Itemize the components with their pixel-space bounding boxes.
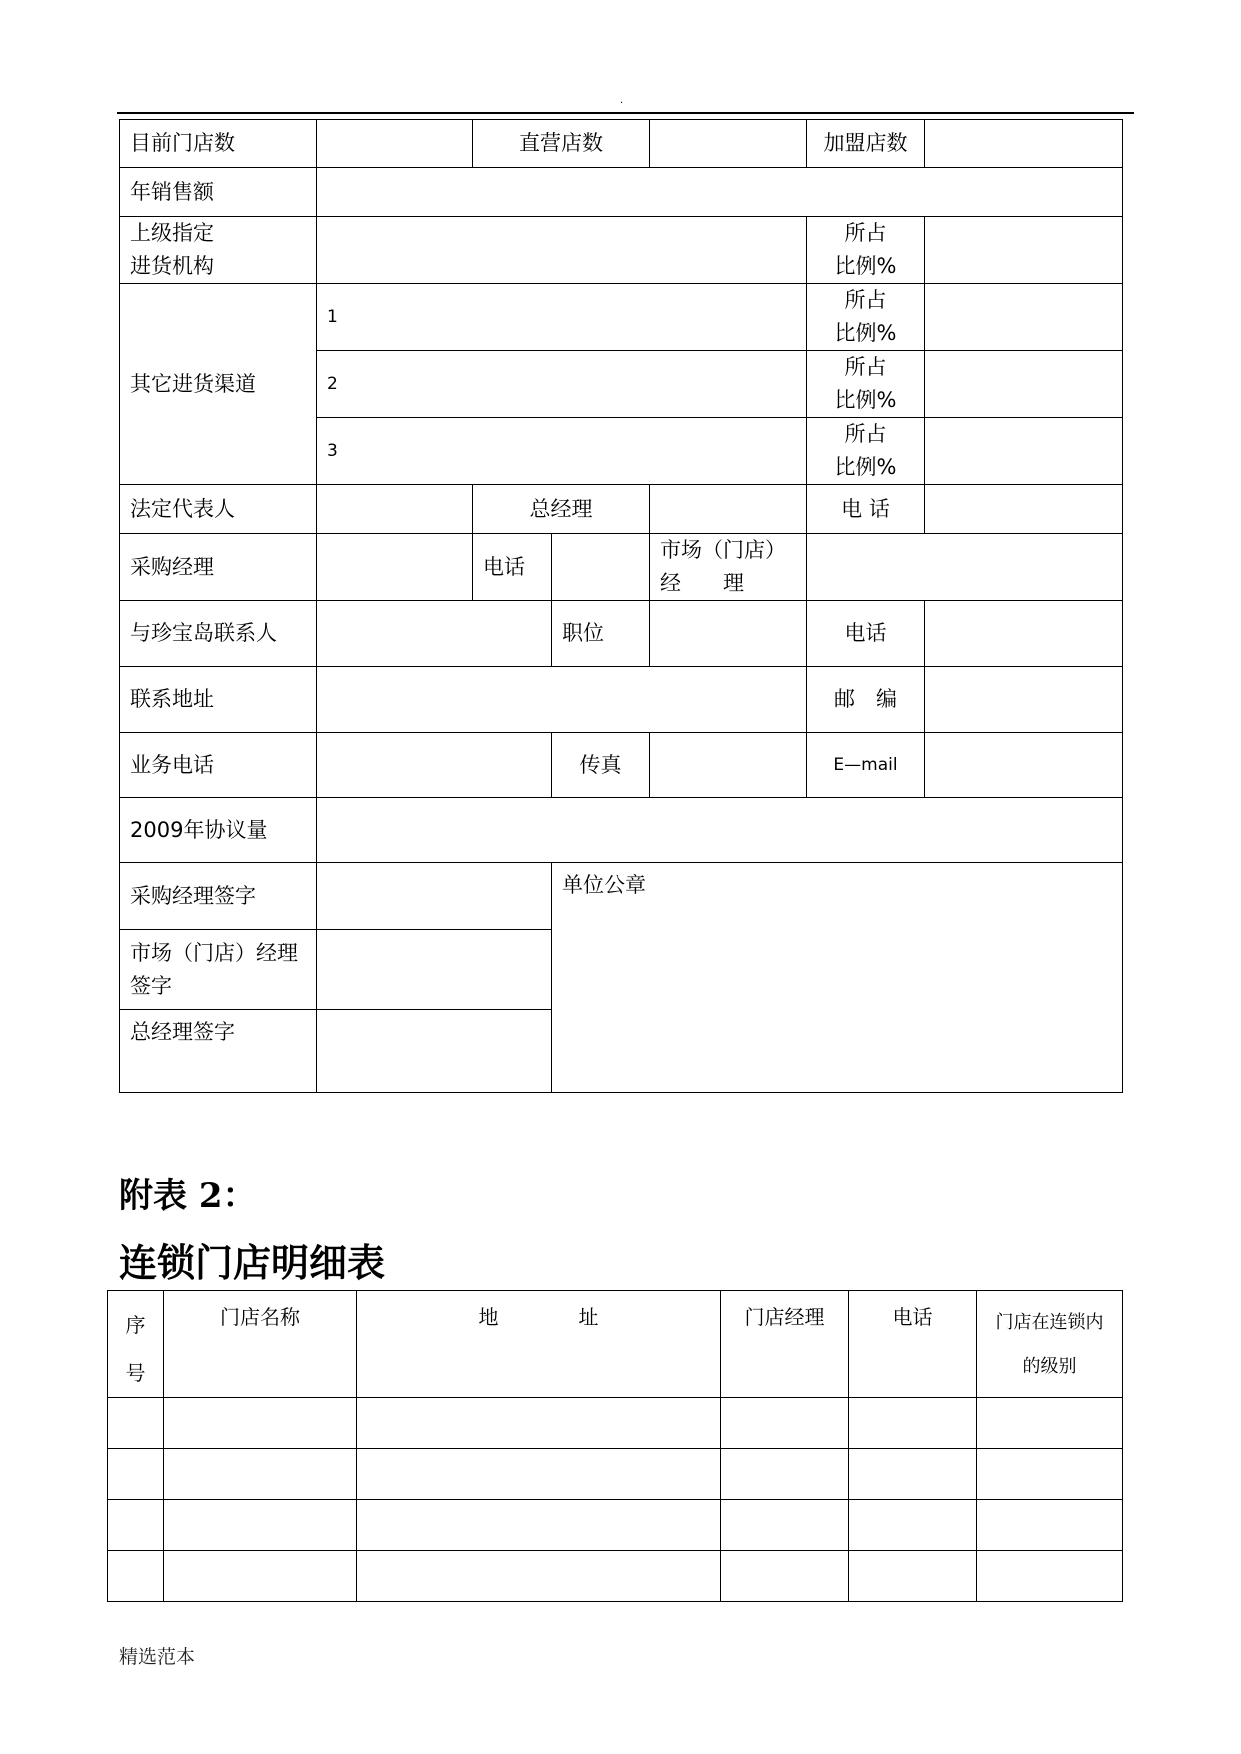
label-postcode: 邮 编: [807, 667, 925, 733]
label-fax: 传真: [552, 733, 650, 798]
label-ratio: [807, 418, 925, 485]
table-row: [108, 1398, 1123, 1449]
col-header-address: 地 址: [357, 1291, 721, 1398]
table-cell[interactable]: [849, 1500, 977, 1551]
col-header-store-name: 门店名称: [164, 1291, 357, 1398]
label-ratio-l2: 比例%: [834, 254, 897, 278]
table-row: [108, 1449, 1123, 1500]
input-designated-purchaser[interactable]: [317, 217, 807, 284]
label-purchase-manager-sign: 采购经理签字: [120, 863, 317, 930]
store-info-form: [119, 119, 1123, 1093]
table-cell[interactable]: [357, 1449, 721, 1500]
table-cell[interactable]: [108, 1500, 164, 1551]
label-ratio-l1: 所占: [844, 221, 887, 245]
table-cell[interactable]: [357, 1500, 721, 1551]
input-market-manager[interactable]: [807, 534, 1123, 601]
label-contact-address: 联系地址: [120, 667, 317, 733]
label-agreement-volume: 2009年协议量: [120, 798, 317, 863]
table-cell[interactable]: [977, 1551, 1123, 1602]
input-legal-rep[interactable]: [317, 485, 473, 534]
col-header-no-l2: 号: [125, 1361, 146, 1385]
appendix-label: 附表 2：: [119, 1176, 257, 1216]
label-designated-purchaser-l2: 进货机构: [130, 254, 214, 278]
table-cell[interactable]: [849, 1398, 977, 1449]
input-ratio-designated[interactable]: [925, 217, 1123, 284]
label-market-manager-l2: 经 理: [660, 571, 744, 595]
label-purchase-manager: 采购经理: [120, 534, 317, 601]
table-cell[interactable]: [721, 1551, 849, 1602]
input-business-phone[interactable]: [317, 733, 552, 798]
input-current-stores[interactable]: [317, 120, 473, 168]
label-legal-rep: 法定代表人: [120, 485, 317, 534]
col-header-phone: 电话: [849, 1291, 977, 1398]
label-position: 职位: [552, 601, 650, 667]
store-detail-table: [107, 1290, 1123, 1602]
table-cell[interactable]: [164, 1500, 357, 1551]
input-contact-person[interactable]: [317, 601, 552, 667]
table-cell[interactable]: [108, 1449, 164, 1500]
input-franchise-stores[interactable]: [925, 120, 1123, 168]
input-ratio-channel-3[interactable]: [925, 418, 1123, 485]
table-cell[interactable]: [977, 1500, 1123, 1551]
label-market-manager-sign-l2: 签字: [130, 973, 172, 998]
col-header-no: [108, 1291, 164, 1398]
table-cell[interactable]: [164, 1551, 357, 1602]
label-franchise-stores: 加盟店数: [807, 120, 925, 168]
col-header-level-l2: 的级别: [1022, 1356, 1077, 1377]
input-general-manager[interactable]: [650, 485, 807, 534]
input-phone-gm[interactable]: [925, 485, 1123, 534]
input-position[interactable]: [650, 601, 807, 667]
input-fax[interactable]: [650, 733, 807, 798]
input-channel-1[interactable]: 1: [317, 284, 807, 351]
table-cell[interactable]: [721, 1398, 849, 1449]
table-cell[interactable]: [721, 1500, 849, 1551]
input-phone-contact[interactable]: [925, 601, 1123, 667]
input-agreement-volume[interactable]: [317, 798, 1123, 863]
label-general-manager: 总经理: [473, 485, 650, 534]
label-business-phone: 业务电话: [120, 733, 317, 798]
input-market-manager-sign[interactable]: [317, 930, 552, 1010]
input-direct-stores[interactable]: [650, 120, 807, 168]
label-company-seal: 单位公章: [562, 873, 646, 897]
label-designated-purchaser-l1: 上级指定: [130, 221, 214, 245]
table-header-row: [108, 1291, 1123, 1398]
input-contact-address[interactable]: [317, 667, 807, 733]
table-cell[interactable]: [164, 1449, 357, 1500]
table-cell[interactable]: [721, 1449, 849, 1500]
label-ratio: [807, 217, 925, 284]
table-cell[interactable]: [108, 1551, 164, 1602]
input-ratio-channel-1[interactable]: [925, 284, 1123, 351]
table-cell[interactable]: [108, 1398, 164, 1449]
label-other-channels: 其它进货渠道: [120, 284, 317, 485]
col-header-level-l1: 门店在连锁内: [995, 1312, 1104, 1333]
input-postcode[interactable]: [925, 667, 1123, 733]
label-market-manager-l1: 市场（门店）: [660, 538, 786, 562]
store-list-title: 连锁门店明细表: [119, 1240, 386, 1285]
input-ratio-channel-2[interactable]: [925, 351, 1123, 418]
label-email: E—mail: [807, 733, 925, 798]
header-dot: .: [620, 95, 624, 106]
label-market-manager-sign: [120, 930, 317, 1010]
table-row: [108, 1500, 1123, 1551]
label-ratio-l1: 所占: [844, 355, 887, 379]
label-general-manager-sign: 总经理签字: [120, 1010, 317, 1093]
table-cell[interactable]: [357, 1551, 721, 1602]
input-purchase-manager-sign[interactable]: [317, 863, 552, 930]
label-contact-person: 与珍宝岛联系人: [120, 601, 317, 667]
input-email[interactable]: [925, 733, 1123, 798]
input-channel-3[interactable]: 3: [317, 418, 807, 485]
label-ratio: [807, 284, 925, 351]
input-purchase-manager[interactable]: [317, 534, 473, 601]
header-rule: [117, 112, 1134, 114]
label-ratio: [807, 351, 925, 418]
label-market-manager: [650, 534, 807, 601]
input-annual-sales[interactable]: [317, 168, 1123, 217]
input-phone-pm[interactable]: [552, 534, 650, 601]
label-market-manager-sign-l1: 市场（门店）经理: [130, 940, 298, 965]
table-cell[interactable]: [357, 1398, 721, 1449]
table-cell[interactable]: [849, 1449, 977, 1500]
input-channel-2[interactable]: 2: [317, 351, 807, 418]
label-ratio-l2: 比例%: [834, 455, 897, 479]
table-cell[interactable]: [977, 1449, 1123, 1500]
label-ratio-l2: 比例%: [834, 388, 897, 412]
col-header-manager: 门店经理: [721, 1291, 849, 1398]
footer-text: 精选范本: [119, 1646, 196, 1668]
table-cell[interactable]: [849, 1551, 977, 1602]
label-ratio-l1: 所占: [844, 288, 887, 312]
label-phone-contact: 电话: [807, 601, 925, 667]
label-phone-gm: 电 话: [807, 485, 925, 534]
col-header-level: [977, 1291, 1123, 1398]
label-annual-sales: 年销售额: [120, 168, 317, 217]
table-cell[interactable]: [164, 1398, 357, 1449]
table-cell[interactable]: [977, 1398, 1123, 1449]
label-ratio-l1: 所占: [844, 422, 887, 446]
label-phone-pm: 电话: [473, 534, 552, 601]
label-ratio-l2: 比例%: [834, 321, 897, 345]
company-seal-area[interactable]: [552, 863, 1123, 1093]
label-direct-stores: 直营店数: [473, 120, 650, 168]
label-designated-purchaser: [120, 217, 317, 284]
input-general-manager-sign[interactable]: [317, 1010, 552, 1093]
label-current-stores: 目前门店数: [120, 120, 317, 168]
col-header-no-l1: 序: [125, 1313, 146, 1337]
table-row: [108, 1551, 1123, 1602]
